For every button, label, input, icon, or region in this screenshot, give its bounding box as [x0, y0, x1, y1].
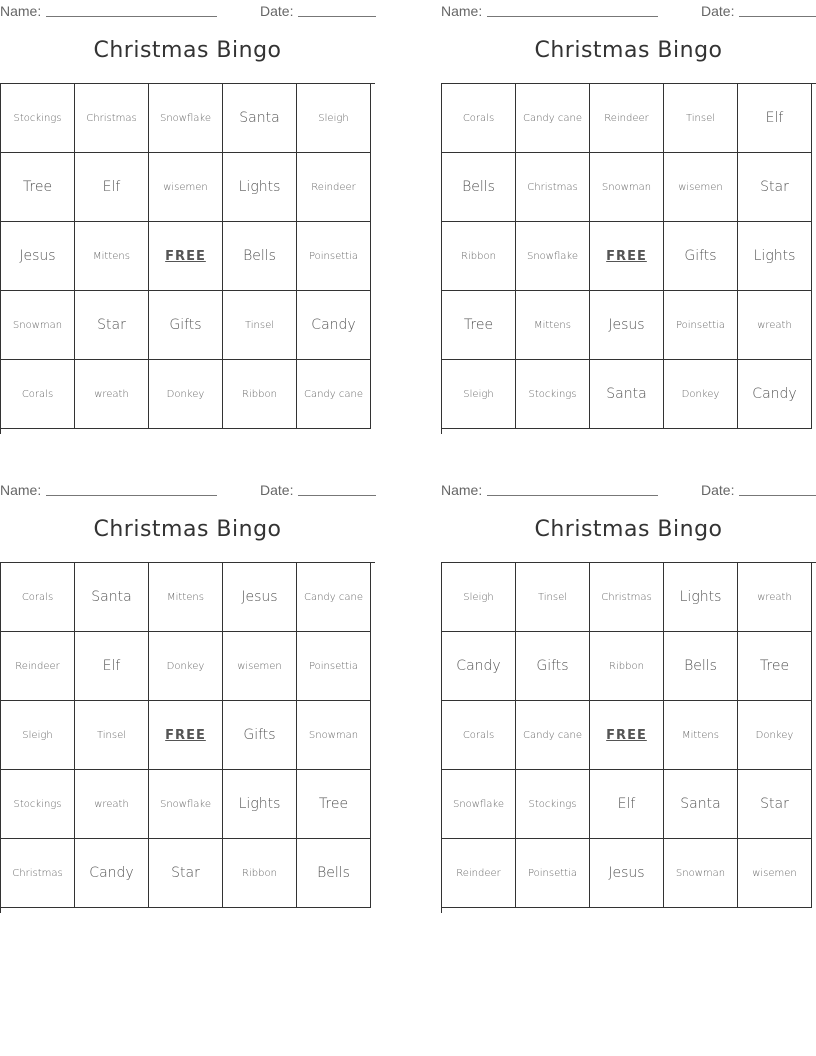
bingo-cell: Gifts [223, 701, 297, 770]
bingo-cell: Lights [738, 222, 812, 291]
card-title: Christmas Bingo [534, 38, 723, 63]
bingo-cell: Candy cane [297, 360, 371, 429]
bingo-cell: Tree [738, 632, 812, 701]
bingo-cell: Corals [1, 563, 75, 632]
bingo-cell: Bells [664, 632, 738, 701]
card-header [441, 479, 816, 501]
bingo-cell: Ribbon [590, 632, 664, 701]
bingo-cell: Reindeer [442, 839, 516, 908]
bingo-cell: Sleigh [442, 563, 516, 632]
bingo-cell: Ribbon [442, 222, 516, 291]
bingo-cell: Santa [223, 84, 297, 153]
date-blank-line [298, 16, 376, 17]
name-blank-line [46, 16, 217, 17]
bingo-cell: Tinsel [75, 701, 149, 770]
free-space-cell: FREE [149, 222, 223, 291]
bingo-cell: Jesus [590, 291, 664, 360]
bingo-cell: Star [738, 770, 812, 839]
bingo-grid [441, 83, 816, 434]
bingo-cell: Candy [75, 839, 149, 908]
bingo-cell: Poinsettia [516, 839, 590, 908]
date-label: Date: [260, 482, 294, 498]
bingo-cell: Star [149, 839, 223, 908]
bingo-cell: Reindeer [1, 632, 75, 701]
card-header [0, 479, 375, 501]
bingo-cell: Star [75, 291, 149, 360]
date-label: Date: [260, 3, 294, 19]
bingo-cell: Candy [442, 632, 516, 701]
free-space-cell: FREE [149, 701, 223, 770]
bingo-cell: Snowman [664, 839, 738, 908]
bingo-cell: Stockings [1, 770, 75, 839]
bingo-cell: Elf [75, 632, 149, 701]
bingo-cell: Mittens [149, 563, 223, 632]
bingo-cell: Snowflake [149, 84, 223, 153]
bingo-cell: Gifts [664, 222, 738, 291]
bingo-grid [441, 562, 816, 913]
bingo-cell: Reindeer [297, 153, 371, 222]
bingo-cell: Mittens [664, 701, 738, 770]
bingo-cell: Bells [297, 839, 371, 908]
bingo-cell: Sleigh [1, 701, 75, 770]
bingo-cell: wisemen [149, 153, 223, 222]
bingo-cell: Santa [590, 360, 664, 429]
bingo-cell: Snowman [297, 701, 371, 770]
card-header [0, 0, 375, 22]
bingo-cell: Santa [664, 770, 738, 839]
bingo-card [0, 0, 375, 400]
bingo-cell: Stockings [1, 84, 75, 153]
date-label: Date: [701, 3, 735, 19]
bingo-cell: Candy cane [516, 84, 590, 153]
name-label: Name: [441, 3, 483, 19]
bingo-cell: Corals [442, 84, 516, 153]
name-label: Name: [0, 482, 42, 498]
bingo-cell: Gifts [516, 632, 590, 701]
date-label: Date: [701, 482, 735, 498]
bingo-card [441, 479, 816, 881]
date-blank-line [298, 495, 376, 496]
bingo-cell: Lights [223, 770, 297, 839]
bingo-cell: Sleigh [442, 360, 516, 429]
name-blank-line [487, 16, 658, 17]
bingo-cell: Tree [442, 291, 516, 360]
bingo-cell: Elf [75, 153, 149, 222]
bingo-cell: Candy [297, 291, 371, 360]
bingo-cell: Tinsel [516, 563, 590, 632]
bingo-cell: wisemen [664, 153, 738, 222]
bingo-card [441, 0, 816, 402]
bingo-cell: Bells [223, 222, 297, 291]
bingo-cell: Tree [297, 770, 371, 839]
bingo-cell: Lights [664, 563, 738, 632]
bingo-cell: Donkey [664, 360, 738, 429]
bingo-cell: wreath [738, 563, 812, 632]
bingo-cell: wreath [75, 770, 149, 839]
bingo-cell: Snowflake [149, 770, 223, 839]
card-title: Christmas Bingo [93, 517, 282, 542]
bingo-cell: Elf [590, 770, 664, 839]
bingo-cell: Candy [738, 360, 812, 429]
date-blank-line [739, 495, 816, 496]
free-space-cell: FREE [590, 222, 664, 291]
bingo-cell: Gifts [149, 291, 223, 360]
bingo-card [0, 479, 375, 881]
bingo-cell: Christmas [75, 84, 149, 153]
bingo-cell: Corals [442, 701, 516, 770]
bingo-cell: Sleigh [297, 84, 371, 153]
card-header [441, 0, 816, 22]
bingo-cell: Donkey [149, 632, 223, 701]
bingo-cell: Reindeer [590, 84, 664, 153]
bingo-cell: Christmas [516, 153, 590, 222]
bingo-cell: Christmas [1, 839, 75, 908]
bingo-cell: Corals [1, 360, 75, 429]
bingo-cell: Poinsettia [664, 291, 738, 360]
bingo-cell: Poinsettia [297, 222, 371, 291]
bingo-cell: Elf [738, 84, 812, 153]
date-blank-line [739, 16, 816, 17]
bingo-cell: wreath [75, 360, 149, 429]
bingo-cell: Stockings [516, 360, 590, 429]
bingo-cell: wisemen [223, 632, 297, 701]
free-space-cell: FREE [590, 701, 664, 770]
name-blank-line [46, 495, 217, 496]
bingo-cell: Donkey [738, 701, 812, 770]
bingo-cell: Christmas [590, 563, 664, 632]
bingo-cell: Snowflake [442, 770, 516, 839]
bingo-cell: Snowman [1, 291, 75, 360]
card-title: Christmas Bingo [534, 517, 723, 542]
bingo-cell: Ribbon [223, 360, 297, 429]
bingo-cell: Snowflake [516, 222, 590, 291]
bingo-cell: Ribbon [223, 839, 297, 908]
bingo-grid [0, 83, 375, 434]
bingo-cell: Jesus [223, 563, 297, 632]
bingo-grid [0, 562, 375, 913]
bingo-cell: Candy cane [516, 701, 590, 770]
bingo-cell: Tinsel [664, 84, 738, 153]
name-blank-line [487, 495, 658, 496]
bingo-cell: Donkey [149, 360, 223, 429]
bingo-cell: Tinsel [223, 291, 297, 360]
bingo-cell: Jesus [1, 222, 75, 291]
bingo-cell: wreath [738, 291, 812, 360]
bingo-cell: Bells [442, 153, 516, 222]
bingo-cell: Jesus [590, 839, 664, 908]
bingo-cell: Star [738, 153, 812, 222]
name-label: Name: [441, 482, 483, 498]
bingo-cell: Stockings [516, 770, 590, 839]
bingo-cell: Poinsettia [297, 632, 371, 701]
bingo-cell: Tree [1, 153, 75, 222]
bingo-cell: Candy cane [297, 563, 371, 632]
bingo-cell: Mittens [75, 222, 149, 291]
card-title: Christmas Bingo [93, 38, 282, 63]
bingo-cell: Lights [223, 153, 297, 222]
bingo-cell: wisemen [738, 839, 812, 908]
bingo-cell: Santa [75, 563, 149, 632]
name-label: Name: [0, 3, 42, 19]
bingo-cell: Snowman [590, 153, 664, 222]
bingo-cell: Mittens [516, 291, 590, 360]
